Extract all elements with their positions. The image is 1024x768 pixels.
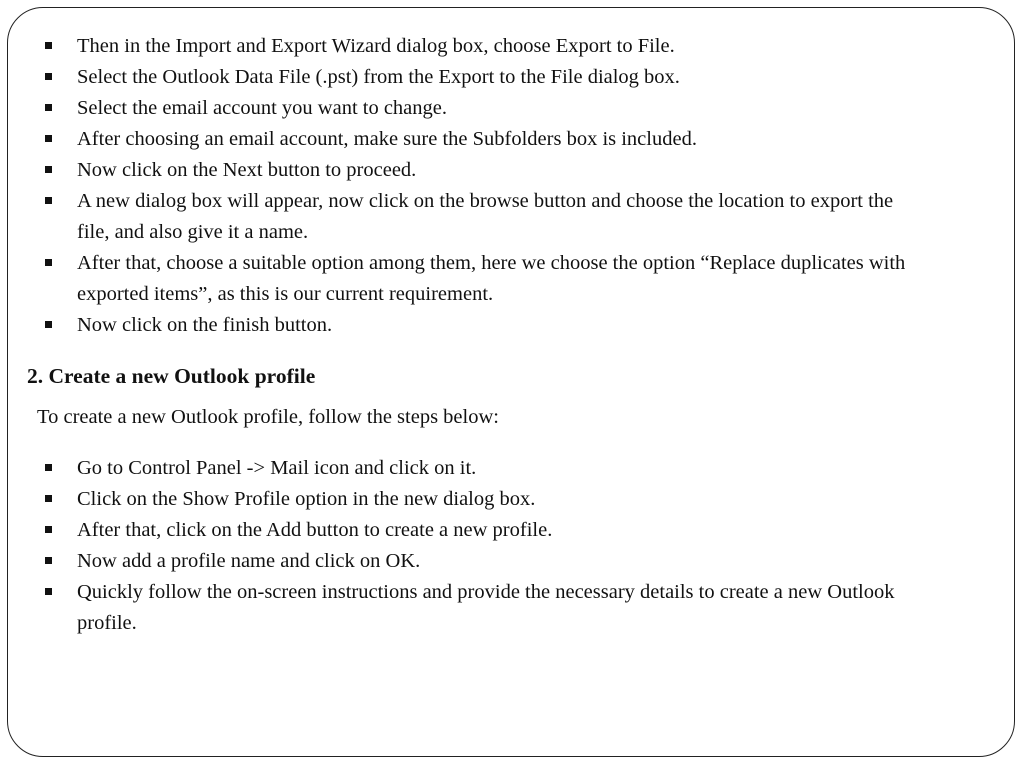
list-item <box>43 248 923 310</box>
list-item-text: After choosing an email account, make sure the Subfolders box is included. <box>77 128 697 150</box>
square-bullet-icon <box>45 321 52 328</box>
list-item-text: After that, click on the Add button to create a new profile. <box>77 519 553 541</box>
list-item-text: Go to Control Panel -> Mail icon and click on it. <box>77 457 477 479</box>
list-item-text: Quickly follow the on-screen instructions and provide the necessary details to create a new Outlook profile. <box>77 581 895 634</box>
list-item <box>43 577 923 639</box>
list-item <box>43 155 923 186</box>
list-item-text: Now add a profile name and click on OK. <box>77 550 421 572</box>
square-bullet-icon <box>45 464 52 471</box>
square-bullet-icon <box>45 495 52 502</box>
list-item-text: Click on the Show Profile option in the new dialog box. <box>77 488 536 510</box>
list-item <box>43 546 923 577</box>
list-item-text: Select the Outlook Data File (.pst) from the Export to the File dialog box. <box>77 66 680 88</box>
section-intro: To create a new Outlook profile, follow the steps below: <box>37 406 499 428</box>
square-bullet-icon <box>45 104 52 111</box>
list-item-text: Now click on the Next button to proceed. <box>77 159 417 181</box>
list-item-text: Then in the Import and Export Wizard dialog box, choose Export to File. <box>77 35 675 57</box>
square-bullet-icon <box>45 73 52 80</box>
list-item <box>43 310 923 341</box>
list-item <box>43 124 923 155</box>
list-item <box>43 186 923 248</box>
list-item <box>43 31 923 62</box>
list-item <box>43 484 923 515</box>
square-bullet-icon <box>45 197 52 204</box>
square-bullet-icon <box>45 259 52 266</box>
export-steps-list <box>43 31 923 341</box>
square-bullet-icon <box>45 166 52 173</box>
list-item <box>43 515 923 546</box>
profile-steps-list <box>43 453 923 639</box>
section-heading: 2. Create a new Outlook profile <box>27 364 316 388</box>
list-item <box>43 93 923 124</box>
list-item-text: A new dialog box will appear, now click on the browse button and choose the location to export the file, and also give it a name. <box>77 190 894 243</box>
square-bullet-icon <box>45 526 52 533</box>
square-bullet-icon <box>45 135 52 142</box>
square-bullet-icon <box>45 42 52 49</box>
list-item-text: Select the email account you want to change. <box>77 97 448 119</box>
list-item <box>43 62 923 93</box>
list-item <box>43 453 923 484</box>
list-item-text: Now click on the finish button. <box>77 314 333 336</box>
square-bullet-icon <box>45 557 52 564</box>
list-item-text: After that, choose a suitable option among them, here we choose the option “Replace duplicates with exported items”, as this is our current requirement. <box>77 252 906 305</box>
square-bullet-icon <box>45 588 52 595</box>
